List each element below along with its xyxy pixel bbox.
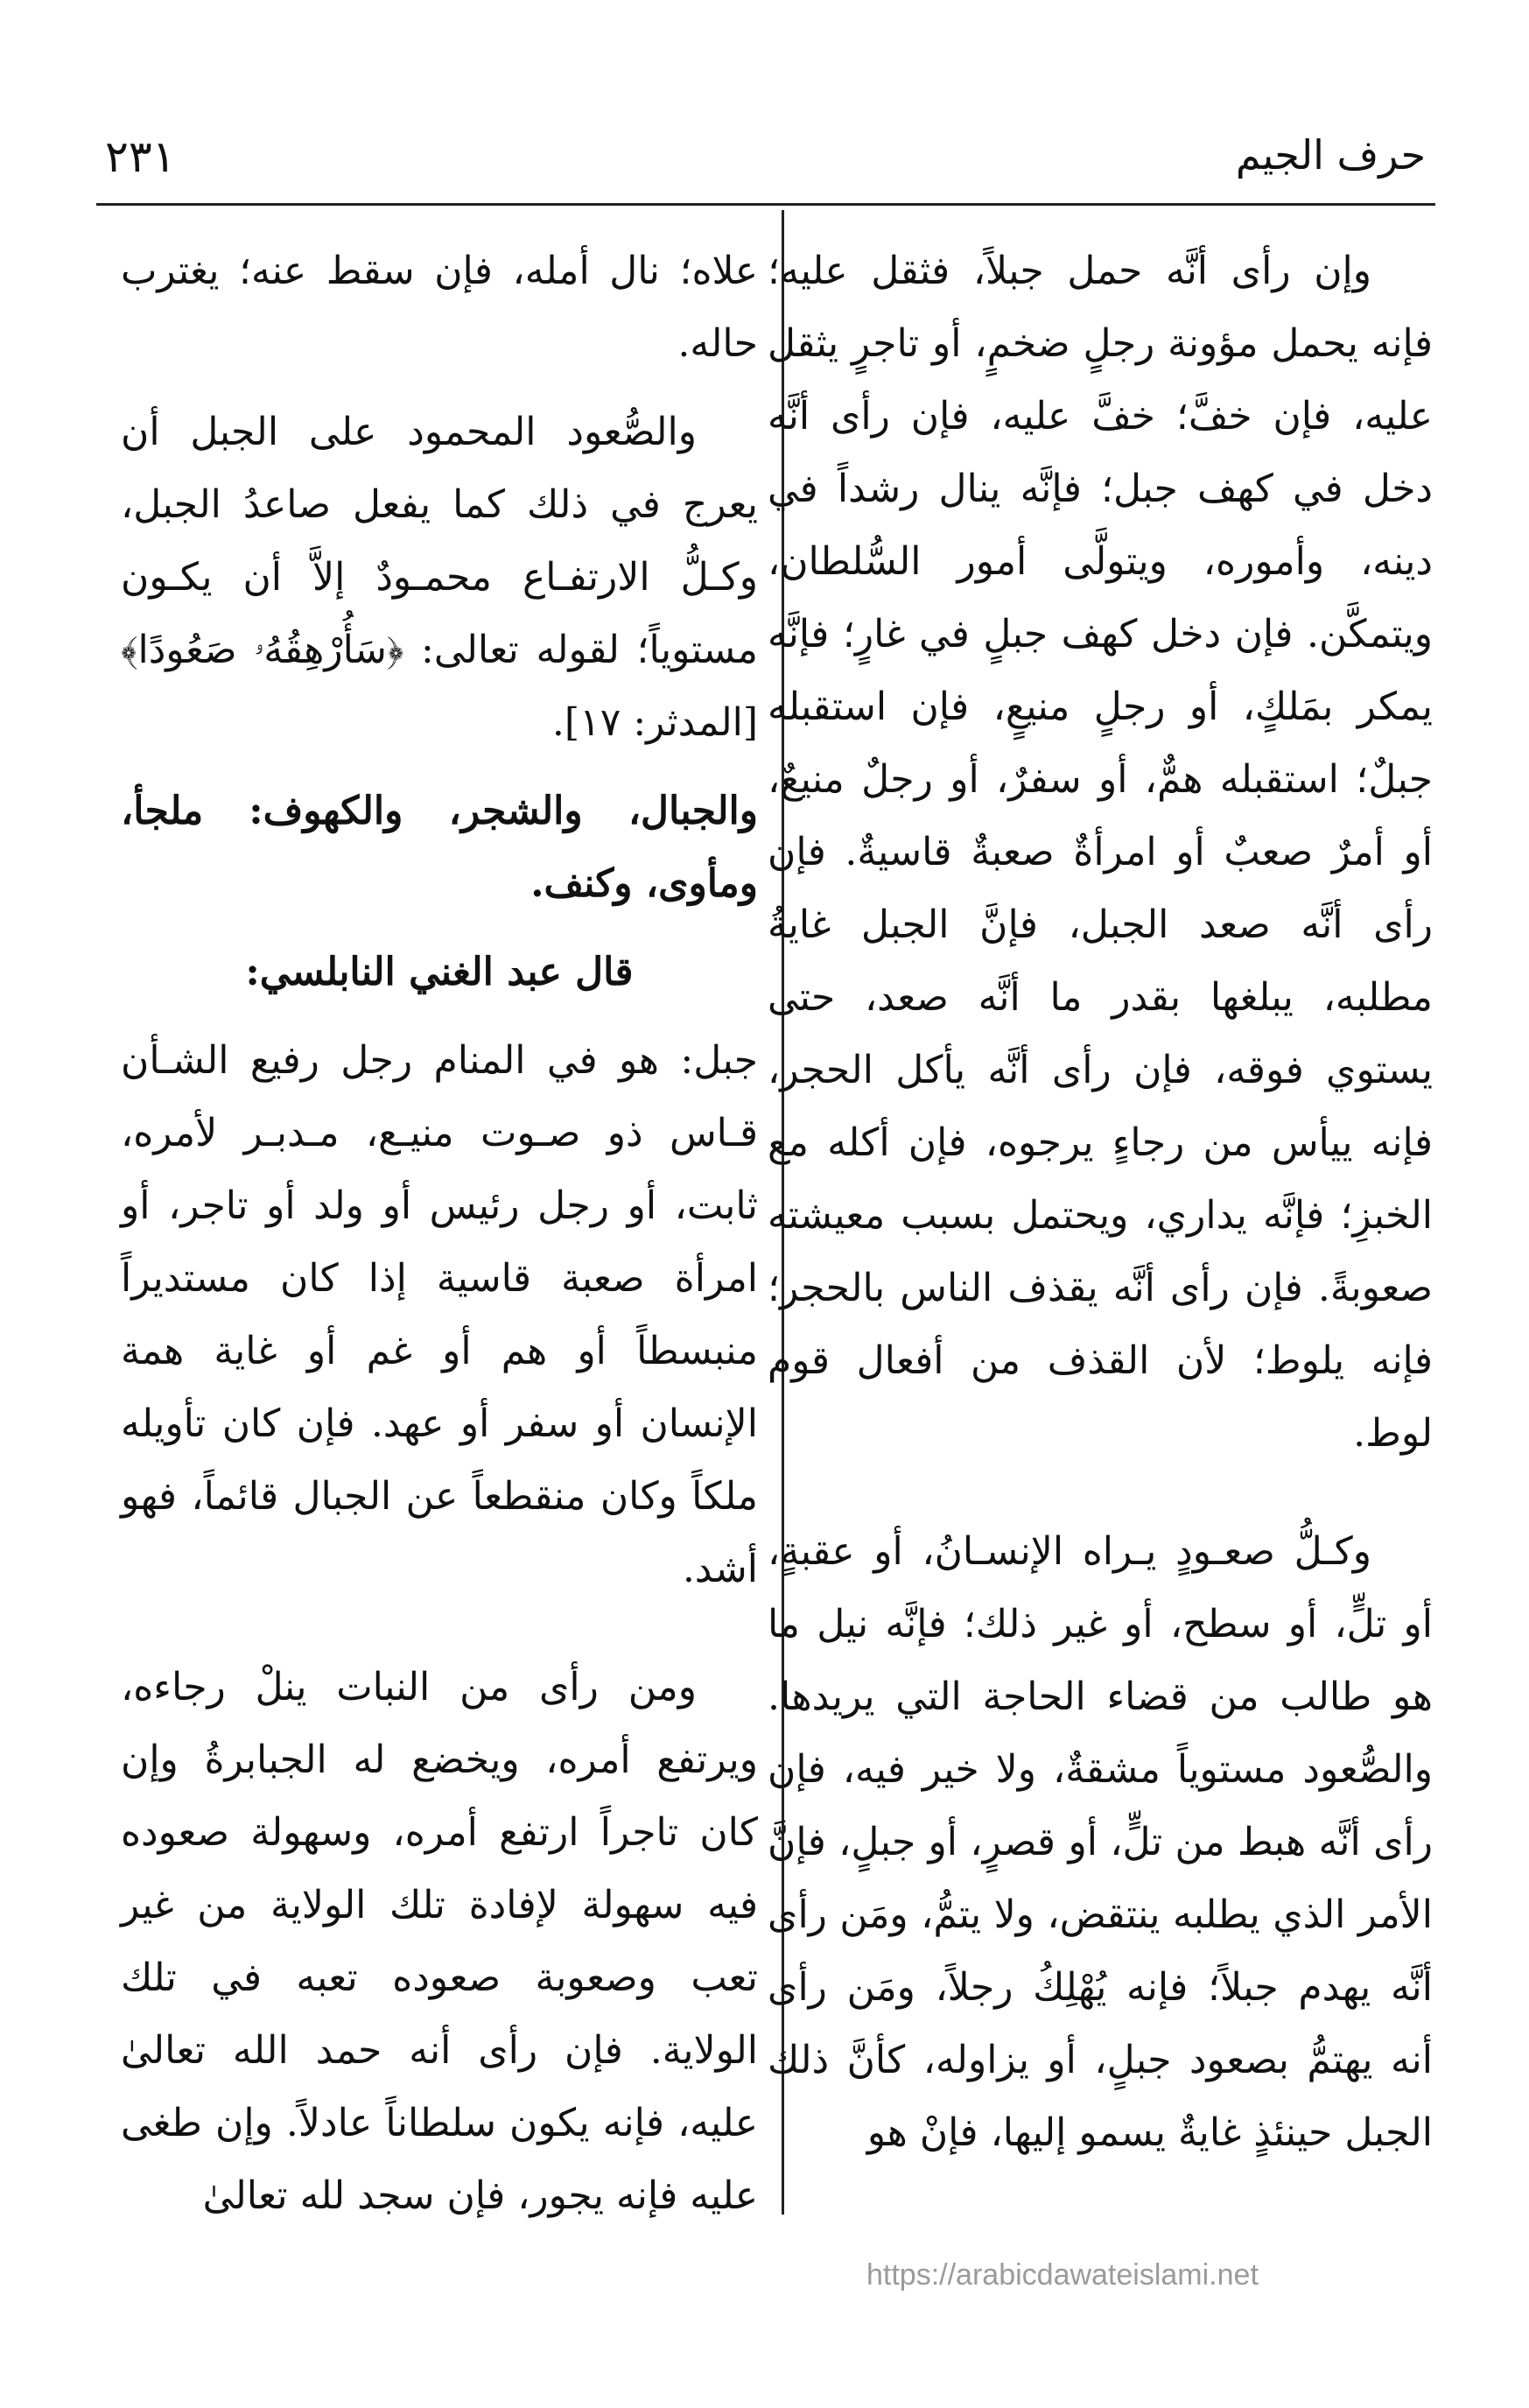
paragraph: علاه؛ نال أمله، فإن سقط عنه؛ يغترب حاله.: [121, 249, 758, 366]
paragraph: وإن رأى أنَّه حمل جبلاً، فثقل عليه؛ فإنه يحمل مؤونة رجلٍ ضخمٍ، أو تاجرٍ يثقل عليه، فإن خفَّ؛ خفَّ عليه، فإن رأى أنَّه دخل في كهف جبل؛ فإنَّه ينال رشداً في دينه، وأموره، ويتولَّى أمور السُّلطان، ويتمكَّن. فإن دخل كهف جبلٍ في غارٍ؛ فإنَّه يمكر بمَلكٍ، أو رجلٍ منيعٍ، فإن استقبله جبلٌ؛ استقبله همٌّ، أو سفرٌ، أو رجلٌ منيعٌ، أو أمرٌ صعبٌ أو امرأةٌ صعبةٌ قاسيةٌ. فإن رأى أنَّه صعد الجبل، فإنَّ الجبل غايةُ مطلبه، يبلغها بقدر ما أنَّه صعد، حتى يستوي فوقه، فإن رأى أنَّه يأكل الحجر، فإنه ييأس من رجاءٍ يرجوه، فإن أكله مع الخبزِ؛ فإنَّه يداري، ويحتمل بسبب معيشته صعوبةً. فإن رأى أنَّه يقذف الناس بالحجر؛ فإنه يلوط؛ لأن القذف من أفعال قوم لوط.: [768, 249, 1433, 1456]
page-number: ٢٣١: [105, 131, 176, 182]
running-header-title: حرف الجيم: [1235, 131, 1426, 179]
section-heading: قال عبد الغني النابلسي:: [245, 950, 634, 994]
left-column: [121, 235, 758, 2248]
paragraph: وكـلُّ صعـودٍ يـراه الإنسـانُ، أو عقبةٍ، أو تلٍّ، أو سطح، أو غير ذلك؛ فإنَّه نيل ما هو طالب من قضاء الحاجة التي يريدها. والصُّعود مستوياً مشقةٌ، ولا خير فيه، فإن رأى أنَّه هبط من تلٍّ، أو قصرٍ، أو جبلٍ، فإنَّ الأمر الذي يطلبه ينتقض، ولا يتمُّ، ومَن رأى أنَّه يهدم جبلاً؛ فإنه يُهْلِكُ رجلاً، ومَن رأى أنه يهتمُّ بصعود جبلٍ، أو يزاوله، كأنَّ ذلك الجبل حينئذٍ غايةٌ يسمو إليها، فإنْ هو: [768, 1529, 1433, 2155]
watermark-url: https://arabicdawateislami.net: [866, 2258, 1259, 2292]
header-rule: [96, 203, 1435, 206]
paragraph: ومن رأى من النبات ينلْ رجاءه، ويرتفع أمره، ويخضع له الجبابرةُ وإن كان تاجراً ارتفع أمره، وسهولة صعوده فيه سهولة لإفادة تلك الولاية من غير تعب وصعوبة صعوده تعبه في تلك الولاية. فإن رأى أنه حمد الله تعالىٰ عليه، فإنه يكون سلطاناً عادلاً. وإن طغى عليه فإنه يجور، فإن سجد لله تعالىٰ: [121, 1665, 758, 2218]
paragraph: والصُّعود المحمود على الجبل أن يعرج في ذلك كما يفعل صاعدُ الجبل، وكـلُّ الارتفـاع محمـودٌ إلاَّ أن يكـون مستوياً؛ لقوله تعالى: ﴿سَأُرْهِقُهُۥ صَعُودًا﴾ [المدثر: ١٧].: [121, 410, 758, 745]
paragraph: والجبال، والشجر، والكهوف: ملجأ، ومأوى، وكنف.: [121, 789, 758, 906]
right-column: [768, 235, 1433, 2185]
paragraph: جبل: هو في المنام رجل رفيع الشـأن قـاس ذو صـوت منيـع، مـدبـر لأمره، ثابت، أو رجل رئيس أو ولد أو تاجر، أو امرأة صعبة قاسية إذا كان مستديراً منبسطاً أو هم أو غم أو غاية همة الإنسان أو سفر أو عهد. فإن كان تأويله ملكاً وكان منقطعاً عن الجبال قائماً، فهو أشد.: [121, 1038, 758, 1591]
